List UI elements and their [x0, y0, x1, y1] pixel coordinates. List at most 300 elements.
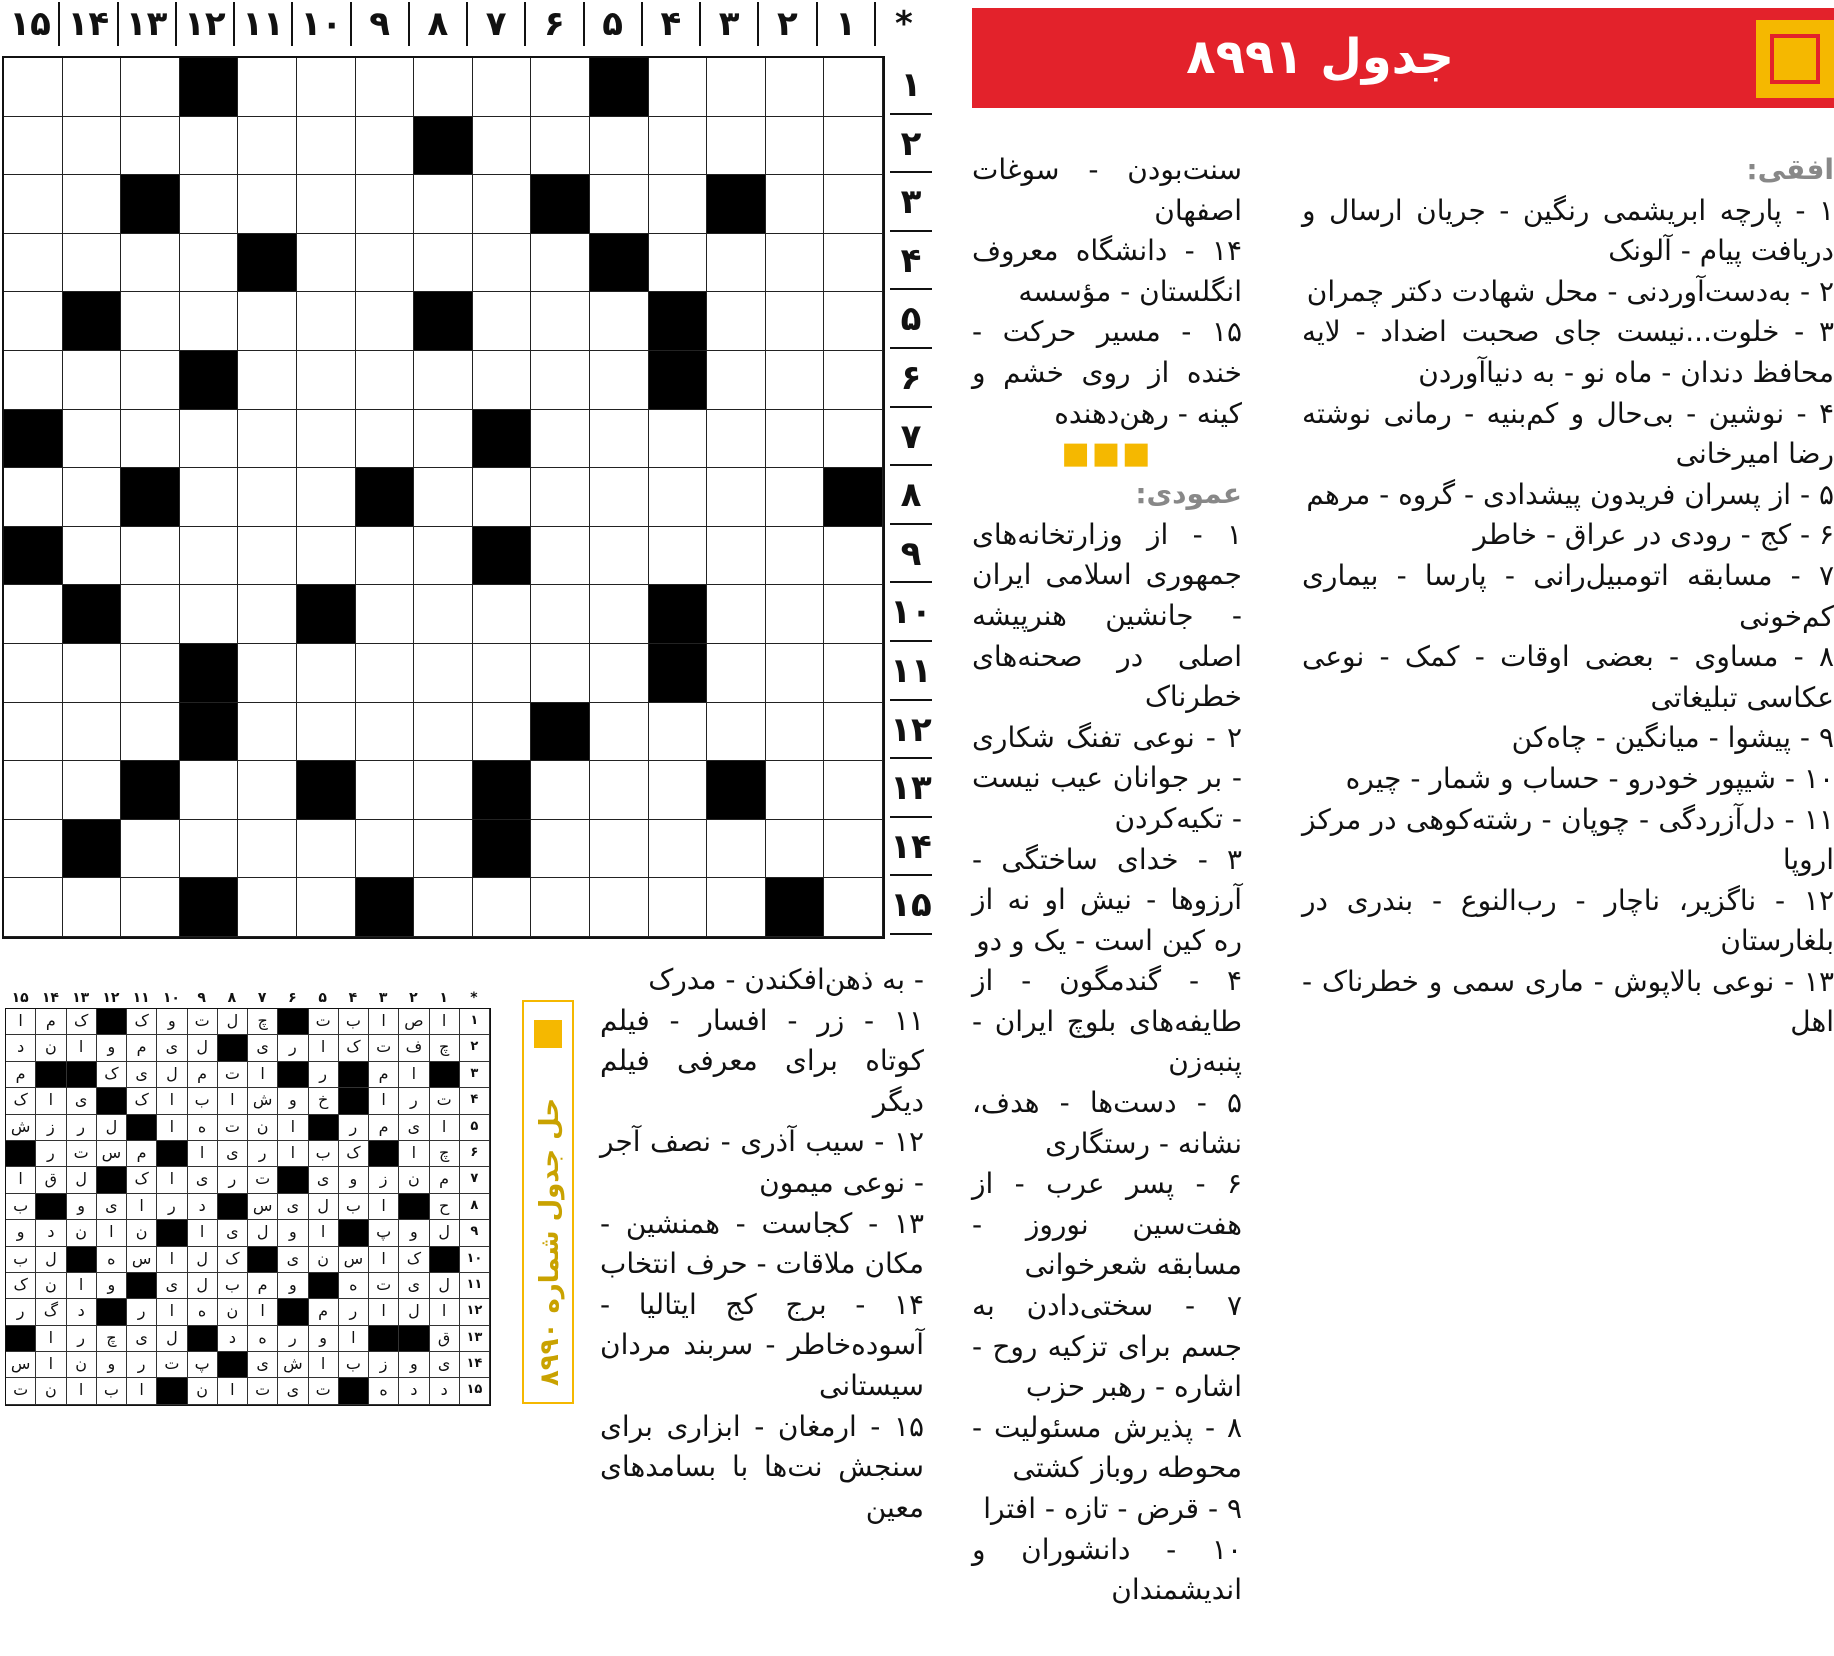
- grid-cell[interactable]: [473, 878, 532, 937]
- grid-cell[interactable]: [180, 468, 239, 527]
- black-cell: [473, 527, 532, 586]
- grid-cell[interactable]: [121, 644, 180, 703]
- grid-cell[interactable]: [707, 234, 766, 293]
- grid-cell[interactable]: [121, 410, 180, 469]
- solution-black-cell: [309, 1115, 339, 1141]
- clue-item: ۲ - نوعی تفنگ شکاری - بر جوانان عیب نیست - تکیه‌کردن: [972, 720, 1242, 835]
- solution-cell: ش: [278, 1352, 308, 1378]
- grid-cell[interactable]: [238, 703, 297, 762]
- grid-cell[interactable]: [356, 527, 415, 586]
- grid-cell[interactable]: [473, 234, 532, 293]
- clue-item: ۸ - مساوی - بعضی اوقات - کمک - نوعی عکاسی تبلیغاتی: [1302, 640, 1834, 714]
- solution-cell: ا: [36, 1352, 66, 1378]
- grid-cell[interactable]: [531, 58, 590, 117]
- grid-cell[interactable]: [356, 175, 415, 234]
- grid-cell[interactable]: [707, 878, 766, 937]
- grid-cell[interactable]: [297, 351, 356, 410]
- grid-cell[interactable]: [649, 175, 708, 234]
- grid-cell[interactable]: [707, 117, 766, 176]
- solution-cell: د: [218, 1326, 248, 1352]
- solution-cell: د: [399, 1378, 429, 1404]
- grid-cell[interactable]: [63, 468, 122, 527]
- grid-cell[interactable]: [766, 175, 825, 234]
- grid-cell[interactable]: [531, 585, 590, 644]
- grid-cell[interactable]: [63, 234, 122, 293]
- row-number: ۵: [890, 290, 932, 349]
- solution-black-cell: [188, 1326, 218, 1352]
- grid-cell[interactable]: [531, 820, 590, 879]
- grid-cell[interactable]: [63, 878, 122, 937]
- grid-cell[interactable]: [297, 234, 356, 293]
- grid-cell[interactable]: [356, 761, 415, 820]
- clue-item: ۹ - پیشوا - میانگین - چاه‌کن: [1511, 721, 1834, 755]
- grid-cell[interactable]: [531, 351, 590, 410]
- grid-cell[interactable]: [824, 234, 883, 293]
- grid-cell[interactable]: [707, 410, 766, 469]
- grid-cell[interactable]: [297, 703, 356, 762]
- solution-cell: ه: [339, 1273, 369, 1299]
- solution-row-number: ۷: [460, 1167, 490, 1193]
- solution-row-number: ۶: [460, 1141, 490, 1167]
- clue-item: ۷ - سختی‌دادن به جسم برای تزکیه روح - اشاره - رهبر حزب: [972, 1289, 1242, 1404]
- divider-dots: ■■■: [1061, 436, 1153, 472]
- solution-cell: ا: [188, 1141, 218, 1167]
- solution-black-cell: [278, 1167, 308, 1193]
- clue-item: ۱۱ - زر - افسار - فیلم کوتاه برای معرفی فیلم دیگر: [600, 1003, 924, 1118]
- grid-cell[interactable]: [180, 292, 239, 351]
- grid-cell[interactable]: [121, 117, 180, 176]
- grid-cell[interactable]: [121, 234, 180, 293]
- grid-cell[interactable]: [590, 351, 649, 410]
- solution-row-number: ۱۱: [460, 1273, 490, 1299]
- grid-cell[interactable]: [590, 585, 649, 644]
- grid-cell[interactable]: [414, 820, 473, 879]
- grid-cell[interactable]: [356, 351, 415, 410]
- solution-column-number: ۶: [288, 990, 297, 1006]
- grid-cell[interactable]: [4, 468, 63, 527]
- solution-cell: ت: [67, 1141, 97, 1167]
- solution-cell: ا: [278, 1115, 308, 1141]
- grid-cell[interactable]: [707, 351, 766, 410]
- grid-cell[interactable]: [414, 410, 473, 469]
- grid-cell[interactable]: [824, 761, 883, 820]
- grid-cell[interactable]: [531, 117, 590, 176]
- row-number: ۷: [890, 408, 932, 467]
- grid-cell[interactable]: [297, 644, 356, 703]
- grid-cell[interactable]: [356, 234, 415, 293]
- solution-cell: ک: [339, 1141, 369, 1167]
- clue-item: ۹ - قرض - تازه - افترا: [983, 1492, 1242, 1525]
- solution-cell: ا: [127, 1194, 157, 1220]
- solution-cell: ن: [36, 1273, 66, 1299]
- solution-column-number: ۱۱: [132, 990, 150, 1006]
- grid-cell[interactable]: [121, 292, 180, 351]
- grid-cell[interactable]: [180, 761, 239, 820]
- grid-cell[interactable]: [707, 585, 766, 644]
- solution-cell: ا: [157, 1088, 187, 1114]
- grid-cell[interactable]: [180, 585, 239, 644]
- grid-cell[interactable]: [63, 703, 122, 762]
- solution-cell: م: [309, 1299, 339, 1325]
- crossword-grid: [2, 56, 885, 939]
- grid-cell[interactable]: [238, 761, 297, 820]
- grid-cell[interactable]: [63, 351, 122, 410]
- grid-cell[interactable]: [824, 820, 883, 879]
- grid-cell[interactable]: [297, 175, 356, 234]
- grid-cell[interactable]: [414, 585, 473, 644]
- solution-cell: ه: [97, 1247, 127, 1273]
- grid-cell[interactable]: [414, 644, 473, 703]
- grid-cell[interactable]: [824, 117, 883, 176]
- row-number: ۱۵: [890, 876, 932, 935]
- black-cell: [473, 410, 532, 469]
- grid-cell[interactable]: [590, 820, 649, 879]
- grid-cell[interactable]: [473, 644, 532, 703]
- grid-cell[interactable]: [4, 585, 63, 644]
- grid-cell[interactable]: [766, 644, 825, 703]
- column-number: ۱۰: [291, 2, 349, 46]
- grid-cell[interactable]: [180, 175, 239, 234]
- grid-cell[interactable]: [590, 644, 649, 703]
- clues-column-left: [600, 960, 924, 1528]
- clue-item: ۱ - پارچه ابریشمی رنگین - جریان ارسال و دریافت پیام - آلونک: [1302, 193, 1834, 268]
- grid-cell[interactable]: [824, 644, 883, 703]
- grid-cell[interactable]: [356, 820, 415, 879]
- grid-cell[interactable]: [4, 117, 63, 176]
- grid-cell[interactable]: [649, 468, 708, 527]
- solution-black-cell: [97, 1167, 127, 1193]
- grid-cell[interactable]: [180, 234, 239, 293]
- grid-cell[interactable]: [590, 175, 649, 234]
- grid-cell[interactable]: [356, 117, 415, 176]
- solution-black-cell: [218, 1194, 248, 1220]
- grid-cell[interactable]: [297, 468, 356, 527]
- grid-cell[interactable]: [766, 585, 825, 644]
- grid-cell[interactable]: [121, 820, 180, 879]
- grid-cell[interactable]: [707, 820, 766, 879]
- grid-cell[interactable]: [414, 468, 473, 527]
- grid-cell[interactable]: [707, 292, 766, 351]
- solution-cell: ت: [218, 1062, 248, 1088]
- column-number: ۱۱: [233, 2, 291, 46]
- solution-cell: ک: [218, 1247, 248, 1273]
- grid-cell[interactable]: [297, 117, 356, 176]
- grid-cell[interactable]: [238, 527, 297, 586]
- grid-cell[interactable]: [297, 820, 356, 879]
- grid-cell[interactable]: [356, 58, 415, 117]
- grid-cell[interactable]: [414, 58, 473, 117]
- grid-cell[interactable]: [238, 351, 297, 410]
- grid-cell[interactable]: [531, 292, 590, 351]
- solution-cell: م: [248, 1273, 278, 1299]
- solution-black-cell: [369, 1326, 399, 1352]
- grid-cell[interactable]: [297, 410, 356, 469]
- grid-cell[interactable]: [649, 117, 708, 176]
- grid-cell[interactable]: [531, 410, 590, 469]
- grid-cell[interactable]: [766, 117, 825, 176]
- grid-cell[interactable]: [121, 58, 180, 117]
- grid-cell[interactable]: [297, 292, 356, 351]
- grid-cell[interactable]: [63, 410, 122, 469]
- grid-cell[interactable]: [180, 117, 239, 176]
- solution-cell: د: [430, 1378, 460, 1404]
- grid-cell[interactable]: [63, 761, 122, 820]
- grid-cell[interactable]: [414, 703, 473, 762]
- grid-cell[interactable]: [356, 292, 415, 351]
- solution-cell: ک: [399, 1247, 429, 1273]
- column-number: ۱۳: [117, 2, 175, 46]
- solution-cell: ت: [188, 1009, 218, 1035]
- grid-cell[interactable]: [473, 351, 532, 410]
- solution-cell: ک: [67, 1009, 97, 1035]
- grid-cell[interactable]: [121, 878, 180, 937]
- grid-cell[interactable]: [238, 468, 297, 527]
- grid-cell[interactable]: [4, 292, 63, 351]
- grid-cell[interactable]: [649, 58, 708, 117]
- grid-cell[interactable]: [121, 527, 180, 586]
- row-numbers: [890, 56, 932, 935]
- grid-cell[interactable]: [707, 468, 766, 527]
- grid-cell[interactable]: [824, 58, 883, 117]
- grid-cell[interactable]: [824, 527, 883, 586]
- grid-cell[interactable]: [238, 175, 297, 234]
- grid-cell[interactable]: [590, 410, 649, 469]
- solution-cell: ل: [157, 1062, 187, 1088]
- grid-cell[interactable]: [238, 117, 297, 176]
- grid-cell[interactable]: [121, 585, 180, 644]
- grid-cell[interactable]: [180, 820, 239, 879]
- grid-cell[interactable]: [649, 761, 708, 820]
- solution-cell: ی: [218, 1141, 248, 1167]
- row-number: ۹: [890, 525, 932, 584]
- solution-cell: ا: [369, 1009, 399, 1035]
- grid-cell[interactable]: [297, 878, 356, 937]
- grid-cell[interactable]: [4, 58, 63, 117]
- solution-cell: گ: [36, 1299, 66, 1325]
- solution-column-number: ۱۵: [11, 990, 29, 1006]
- solution-cell: ا: [339, 1326, 369, 1352]
- solution-cell: ی: [97, 1194, 127, 1220]
- grid-cell[interactable]: [707, 58, 766, 117]
- grid-cell[interactable]: [531, 761, 590, 820]
- clue-item: ۱ - از وزارتخانه‌های جمهوری اسلامی ایران - جانشین هنرپیشه اصلی در صحنه‌های خطرناک: [972, 517, 1242, 714]
- grid-cell[interactable]: [356, 410, 415, 469]
- grid-cell[interactable]: [707, 644, 766, 703]
- solution-black-cell: [6, 1141, 36, 1167]
- grid-cell[interactable]: [4, 878, 63, 937]
- solution-cell: چ: [430, 1035, 460, 1061]
- grid-cell[interactable]: [766, 820, 825, 879]
- solution-cell: س: [127, 1247, 157, 1273]
- grid-cell[interactable]: [590, 117, 649, 176]
- grid-cell[interactable]: [590, 703, 649, 762]
- solution-row-number: ۱۴: [460, 1352, 490, 1378]
- grid-cell[interactable]: [473, 175, 532, 234]
- solution-cell: ر: [127, 1299, 157, 1325]
- solution-row-number: ۲: [460, 1035, 490, 1061]
- grid-cell[interactable]: [824, 585, 883, 644]
- grid-cell[interactable]: [4, 820, 63, 879]
- grid-cell[interactable]: [356, 644, 415, 703]
- grid-cell[interactable]: [824, 878, 883, 937]
- grid-cell[interactable]: [707, 527, 766, 586]
- grid-cell[interactable]: [63, 644, 122, 703]
- grid-cell[interactable]: [531, 878, 590, 937]
- grid-cell[interactable]: [473, 117, 532, 176]
- grid-cell[interactable]: [414, 761, 473, 820]
- solution-cell: ل: [157, 1326, 187, 1352]
- clue-item: ۱۴ - دانشگاه معروف انگلستان - مؤسسه: [972, 234, 1242, 308]
- grid-cell[interactable]: [766, 58, 825, 117]
- grid-cell[interactable]: [590, 761, 649, 820]
- grid-cell[interactable]: [238, 292, 297, 351]
- solution-cell: ر: [6, 1299, 36, 1325]
- grid-cell[interactable]: [356, 703, 415, 762]
- grid-cell[interactable]: [766, 527, 825, 586]
- grid-cell[interactable]: [4, 644, 63, 703]
- grid-cell[interactable]: [766, 468, 825, 527]
- grid-cell[interactable]: [707, 703, 766, 762]
- grid-cell[interactable]: [590, 292, 649, 351]
- grid-cell[interactable]: [766, 351, 825, 410]
- grid-cell[interactable]: [649, 527, 708, 586]
- grid-cell[interactable]: [414, 351, 473, 410]
- solution-cell: ی: [218, 1220, 248, 1246]
- grid-cell[interactable]: [473, 292, 532, 351]
- grid-cell[interactable]: [766, 703, 825, 762]
- solution-cell: ر: [339, 1115, 369, 1141]
- grid-cell[interactable]: [238, 410, 297, 469]
- solution-cell: ی: [278, 1247, 308, 1273]
- grid-cell[interactable]: [766, 234, 825, 293]
- grid-cell[interactable]: [297, 527, 356, 586]
- solution-cell: ر: [218, 1167, 248, 1193]
- grid-cell[interactable]: [824, 351, 883, 410]
- clue-item: ۱۳ - کجاست - همنشین - مکان ملاقات - حرف انتخاب: [599, 1206, 924, 1281]
- grid-cell[interactable]: [4, 351, 63, 410]
- grid-cell[interactable]: [473, 468, 532, 527]
- grid-cell[interactable]: [649, 410, 708, 469]
- grid-cell[interactable]: [649, 234, 708, 293]
- grid-cell[interactable]: [63, 117, 122, 176]
- grid-cell[interactable]: [824, 410, 883, 469]
- solution-cell: ت: [248, 1378, 278, 1404]
- solution-cell: ا: [6, 1009, 36, 1035]
- grid-cell[interactable]: [766, 761, 825, 820]
- grid-cell[interactable]: [238, 820, 297, 879]
- grid-cell[interactable]: [824, 175, 883, 234]
- solution-row-number: ۳: [460, 1062, 490, 1088]
- grid-cell[interactable]: [121, 703, 180, 762]
- solution-cell: ی: [157, 1273, 187, 1299]
- grid-cell[interactable]: [414, 175, 473, 234]
- grid-cell[interactable]: [4, 175, 63, 234]
- solution-cell: ا: [430, 1009, 460, 1035]
- grid-cell[interactable]: [531, 468, 590, 527]
- solution-cell: ا: [157, 1247, 187, 1273]
- black-cell: [63, 585, 122, 644]
- solution-black-cell: [157, 1141, 187, 1167]
- solution-cell: چ: [97, 1326, 127, 1352]
- solution-cell: ل: [188, 1273, 218, 1299]
- black-cell: [180, 878, 239, 937]
- grid-cell[interactable]: [4, 234, 63, 293]
- grid-cell[interactable]: [824, 703, 883, 762]
- solution-black-cell: [36, 1194, 66, 1220]
- solution-cell: ر: [278, 1035, 308, 1061]
- grid-cell[interactable]: [180, 410, 239, 469]
- grid-cell[interactable]: [414, 878, 473, 937]
- grid-cell[interactable]: [63, 58, 122, 117]
- grid-cell[interactable]: [473, 703, 532, 762]
- clue-item: ۷ - مسابقه اتومبیل‌رانی - پارسا - بیماری کم‌خونی: [1302, 558, 1834, 633]
- grid-cell[interactable]: [531, 527, 590, 586]
- grid-cell[interactable]: [4, 703, 63, 762]
- grid-cell[interactable]: [824, 292, 883, 351]
- grid-cell[interactable]: [531, 234, 590, 293]
- solution-black-cell: [127, 1273, 157, 1299]
- black-cell: [649, 585, 708, 644]
- grid-cell[interactable]: [238, 878, 297, 937]
- grid-cell[interactable]: [4, 761, 63, 820]
- solution-black-cell: [127, 1115, 157, 1141]
- grid-cell[interactable]: [180, 527, 239, 586]
- grid-cell[interactable]: [766, 410, 825, 469]
- solution-cell: ر: [157, 1194, 187, 1220]
- grid-cell[interactable]: [297, 58, 356, 117]
- solution-column-number: ۱: [439, 990, 448, 1006]
- column-number: ۶: [524, 2, 582, 46]
- grid-cell[interactable]: [63, 527, 122, 586]
- solution-column-number: ۱۴: [41, 990, 59, 1006]
- black-cell: [180, 351, 239, 410]
- column-number: ۵: [583, 2, 641, 46]
- grid-cell[interactable]: [414, 527, 473, 586]
- grid-cell[interactable]: [238, 585, 297, 644]
- solution-cell: ل: [188, 1247, 218, 1273]
- grid-cell[interactable]: [356, 585, 415, 644]
- grid-cell[interactable]: [649, 820, 708, 879]
- grid-cell[interactable]: [766, 292, 825, 351]
- solution-cell: ن: [218, 1299, 248, 1325]
- solution-cell: و: [399, 1220, 429, 1246]
- clue-item: ۱۳ - نوعی بالاپوش - ماری سمی و خطرناک - اهل: [1302, 964, 1834, 1039]
- grid-cell[interactable]: [473, 585, 532, 644]
- black-cell: [531, 703, 590, 762]
- grid-cell[interactable]: [531, 644, 590, 703]
- column-number: ۱۲: [175, 2, 233, 46]
- grid-cell[interactable]: [238, 644, 297, 703]
- grid-cell[interactable]: [590, 527, 649, 586]
- grid-cell[interactable]: [121, 351, 180, 410]
- solution-cell: و: [339, 1167, 369, 1193]
- grid-cell[interactable]: [649, 878, 708, 937]
- grid-cell[interactable]: [63, 175, 122, 234]
- black-cell: [4, 527, 63, 586]
- solution-cell: ا: [309, 1352, 339, 1378]
- grid-cell[interactable]: [649, 703, 708, 762]
- grid-cell[interactable]: [473, 58, 532, 117]
- solution-cell: ر: [67, 1326, 97, 1352]
- solution-cell: ا: [369, 1088, 399, 1114]
- grid-cell[interactable]: [238, 58, 297, 117]
- grid-cell[interactable]: [414, 234, 473, 293]
- grid-cell[interactable]: [590, 468, 649, 527]
- row-number: ۲: [890, 115, 932, 174]
- solution-cell: و: [309, 1326, 339, 1352]
- solution-black-cell: [6, 1326, 36, 1352]
- grid-cell[interactable]: [590, 878, 649, 937]
